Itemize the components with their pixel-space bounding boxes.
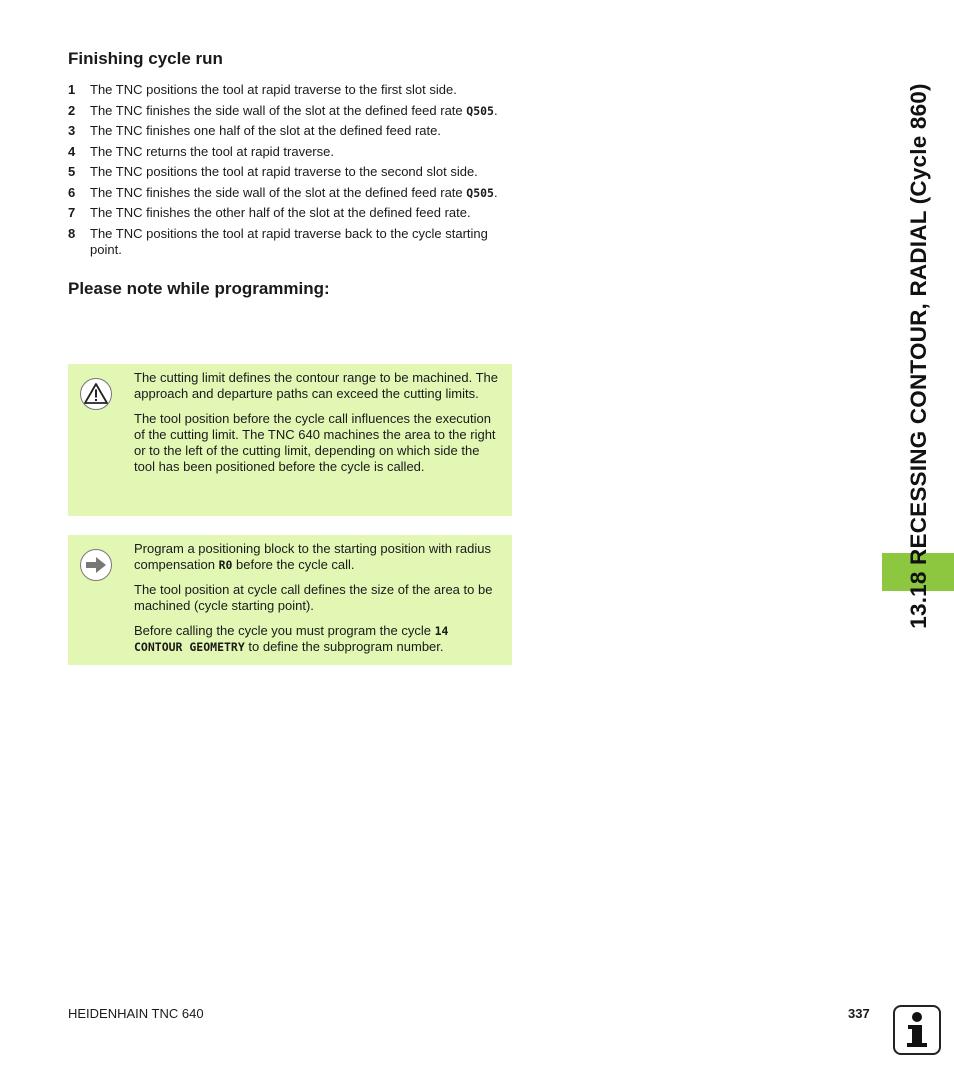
list-item: 8 The TNC positions the tool at rapid traverse back to the cycle starting point. <box>68 225 488 257</box>
list-item: 6 The TNC finishes the side wall of the slot at the defined feed rate Q505. <box>68 184 498 200</box>
arrow-right-icon <box>80 549 112 581</box>
list-item: 2 The TNC finishes the side wall of the slot at the defined feed rate Q505. <box>68 102 498 118</box>
hint-paragraph-1: Program a positioning block to the starting position with radius compensation R0 before the cycle call. <box>134 541 491 572</box>
chapter-side-title: 13.18 RECESSING CONTOUR, RADIAL (Cycle 860) <box>906 83 931 629</box>
warning-note-box <box>68 364 512 516</box>
list-item: 1 The TNC positions the tool at rapid traverse to the first slot side. <box>68 82 457 97</box>
info-icon <box>893 1005 941 1055</box>
hint-note-box <box>68 535 512 665</box>
warning-paragraph-1: The cutting limit defines the contour range to be machined. The approach and departure paths can exceed the cutting limits. <box>134 370 498 401</box>
steps-list <box>68 82 514 258</box>
page-number: 337 <box>848 1006 870 1021</box>
list-item: 5 The TNC positions the tool at rapid traverse to the second slot side. <box>68 164 478 179</box>
warning-paragraph-2: The tool position before the cycle call influences the execution of the cutting limit. The TNC 640 machines the area to the right or to the left of the cutting limit, depending on which side the tool has been positioned before the cycle is called. <box>134 411 496 474</box>
list-item: 4 The TNC returns the tool at rapid traverse. <box>68 143 334 159</box>
warning-triangle-icon <box>80 378 112 410</box>
footer-product: HEIDENHAIN TNC 640 <box>68 1006 204 1021</box>
main-content <box>68 48 514 300</box>
hint-paragraph-3: Before calling the cycle you must program the cycle 14 CONTOUR GEOMETRY to define the subprogram number. <box>134 623 449 654</box>
list-item: 7 The TNC finishes the other half of the slot at the defined feed rate. <box>68 205 471 220</box>
hint-paragraph-2: The tool position at cycle call defines the size of the area to be machined (cycle starting point). <box>134 582 493 613</box>
section-heading-notes: Please note while programming: <box>68 278 330 298</box>
section-heading-finishing: Finishing cycle run <box>68 49 223 68</box>
list-item: 3 The TNC finishes one half of the slot at the defined feed rate. <box>68 123 441 138</box>
